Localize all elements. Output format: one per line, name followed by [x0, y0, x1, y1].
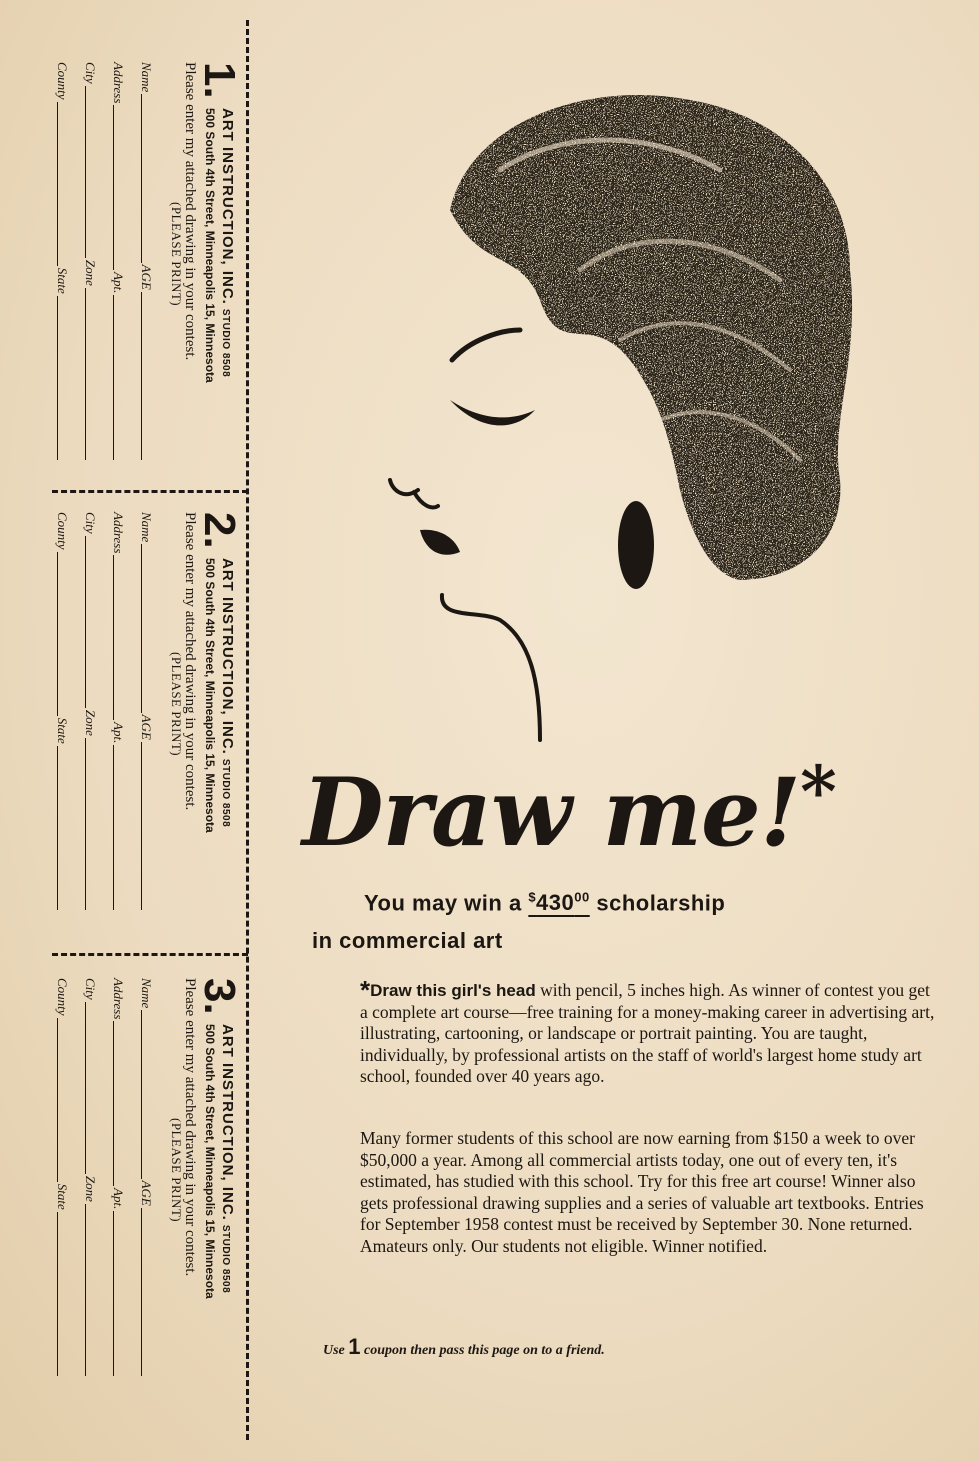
coupon-print-note: (PLEASE PRINT): [169, 652, 184, 757]
coupon-number: 2.: [195, 512, 244, 549]
address-field[interactable]: Address Apt.: [110, 512, 128, 912]
body-paragraph-2: Many former students of this school are now earning from $150 a week to over $50,000 a year. Among all commercial artists today, one out of every ten, it's estimated, has studied with this school. Try for this free art course! Winner also gets professional drawing supplies and a series of valuable art textbooks. Entries for September 1958 contest must be received by September 30. None returned. Amateurs only. Our students not eligible. Winner notified.: [360, 1128, 924, 1256]
name-field[interactable]: Name AGE: [138, 62, 156, 462]
address-field[interactable]: Address Apt.: [110, 978, 128, 1378]
coupon-divider-2: [52, 953, 248, 956]
hair-shape: [450, 95, 852, 580]
face-outline: [390, 330, 540, 740]
coupon-company: ART INSTRUCTION, INC.STUDIO 8508: [219, 1024, 236, 1294]
scholarship-amount: $^{\$}430^{00}$: [528, 890, 590, 916]
footer-note: Use 1 coupon then pass this page on to a friend.: [323, 1334, 605, 1359]
city-field[interactable]: City Zone: [82, 978, 100, 1378]
county-field[interactable]: County State: [54, 62, 72, 462]
city-field[interactable]: City Zone: [82, 512, 100, 912]
lips: [420, 530, 460, 555]
coupon-print-note: (PLEASE PRINT): [169, 202, 184, 307]
coupon-instruction: Please enter my attached drawing in your contest.: [182, 62, 198, 361]
girl-head-illustration: [330, 60, 890, 780]
coupon-number: 1.: [195, 62, 244, 99]
coupon-2[interactable]: [38, 512, 244, 952]
county-field[interactable]: County State: [54, 978, 72, 1378]
subheadline-line-1: You may win a $^{\$}430^{00}$ scholarship: [364, 890, 726, 916]
subheadline-line-2: in commercial art: [312, 928, 503, 953]
coupon-street: 500 South 4th Street, Minneapolis 15, Minnesota: [203, 558, 217, 833]
county-field[interactable]: County State: [54, 512, 72, 912]
vertical-cut-line: [246, 20, 249, 1440]
body-paragraph-1: *Draw this girl's head with pencil, 5 inches high. As winner of contest you get a complete art course—free training for a money-making career in advertising art, illustrating, cartooning, or landscape or portrait painting. You are taught, individually, by professional artists on the staff of world's largest home study art school, founded over 40 years ago.: [360, 975, 935, 1086]
coupon-street: 500 South 4th Street, Minneapolis 15, Minnesota: [203, 108, 217, 383]
coupon-number: 3.: [195, 978, 244, 1015]
city-field[interactable]: City Zone: [82, 62, 100, 462]
coupon-print-note: (PLEASE PRINT): [169, 1118, 184, 1223]
coupon-instruction: Please enter my attached drawing in your contest.: [182, 978, 198, 1277]
eye: [450, 400, 535, 425]
coupon-company: ART INSTRUCTION, INC.STUDIO 8508: [219, 558, 236, 828]
coupon-1[interactable]: [38, 62, 244, 502]
earring: [618, 501, 654, 589]
coupon-company: ART INSTRUCTION, INC.STUDIO 8508: [219, 108, 236, 378]
address-field[interactable]: Address Apt.: [110, 62, 128, 462]
coupon-3[interactable]: [38, 978, 244, 1418]
headline: Draw me!*: [302, 750, 836, 868]
name-field[interactable]: Name AGE: [138, 512, 156, 912]
name-field[interactable]: Name AGE: [138, 978, 156, 1378]
coupon-instruction: Please enter my attached drawing in your contest.: [182, 512, 198, 811]
coupon-street: 500 South 4th Street, Minneapolis 15, Minnesota: [203, 1024, 217, 1299]
